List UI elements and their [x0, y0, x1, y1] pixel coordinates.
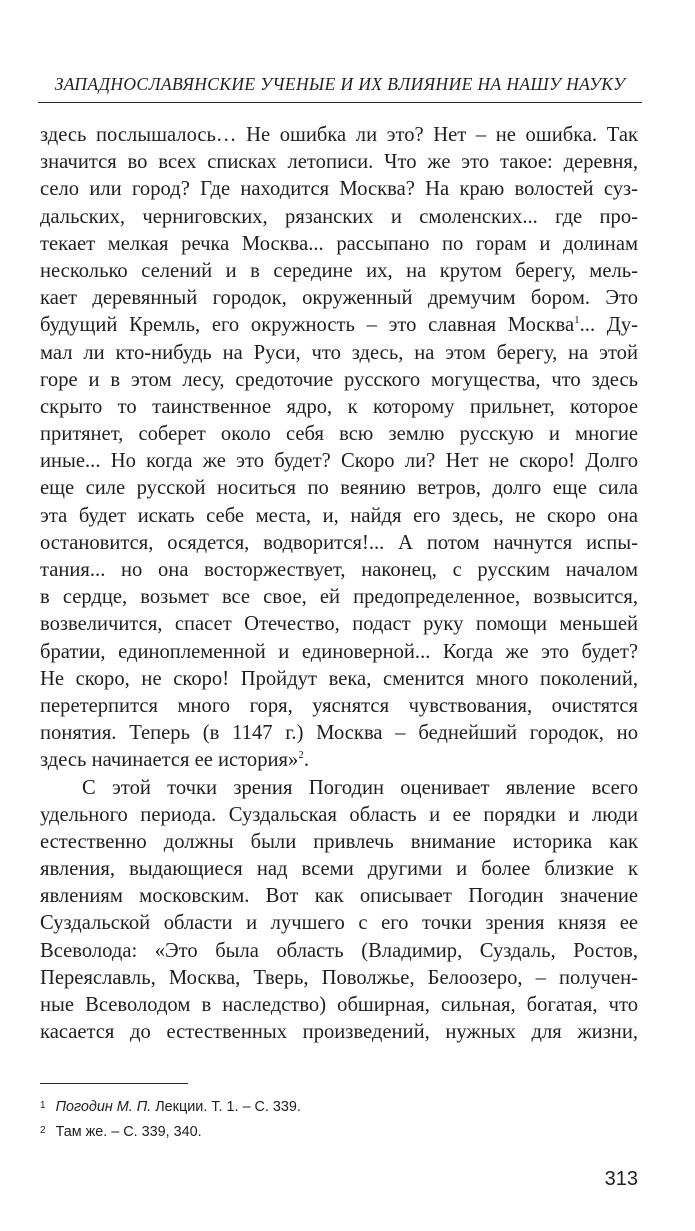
text-line: ные Всеволодом в наследство) обширная, сильная, богатая, что: [40, 994, 638, 1016]
text-line: горе и в этом лесу, средоточие русского могущества, что здесь: [40, 368, 638, 391]
header-rule: [38, 102, 642, 103]
text-line: Всеволода: «Это была область (Владимир, Суздаль, Ростов,: [40, 939, 638, 962]
text-line-with-footnote: [40, 747, 638, 774]
text-line: кает деревянный городок, окруженный дремучим бором. Это: [40, 287, 638, 310]
text-line: тания... но она восторжествует, наконец, с русским началом: [40, 559, 638, 581]
footnote-text: Лекции. Т. 1. – С. 339.: [151, 1099, 301, 1115]
text-line: в сердце, возьмет все свое, ей предопределенное, возвысится,: [40, 586, 638, 609]
text-line: понятия. Теперь (в 1147 г.) Москва – беднейший городок, но: [40, 722, 638, 745]
text-line: остановится, осядется, водворится!... А потом начнутся испы-: [40, 531, 638, 554]
text-line: здесь послышалось… Не ошибка ли это? Нет – не ошибка. Так: [40, 124, 638, 146]
text-line: притянет, соберет около себя всю землю русскую и многие: [40, 423, 638, 446]
text-line: село или город? Где находится Москва? На краю волостей суз-: [40, 178, 638, 201]
text-fragment: здесь начинается ее история»: [40, 749, 299, 772]
text-line: возвеличится, спасет Отечество, подаст руку помощи меньшей: [40, 613, 638, 636]
text-line: мал ли кто-нибудь на Руси, что здесь, на этом берегу, на этой: [40, 341, 638, 364]
running-title: ЗАПАДНОСЛАВЯНСКИЕ УЧЕНЫЕ И ИХ ВЛИЯНИЕ НА НАШУ НАУКУ: [54, 74, 626, 94]
text-line: иные... Но когда же это будет? Скоро ли? Нет не скоро! Долго: [40, 450, 638, 473]
text-line: явлениям московским. Вот как описывает Погодин значение: [40, 885, 638, 908]
text-line: несколько селений и в середине их, на крутом берегу, мель-: [40, 259, 638, 282]
footnote-2: [40, 1119, 638, 1144]
footnote-1: [40, 1094, 638, 1119]
main-text: [40, 122, 638, 1046]
text-line: текает мелкая речка Москва... рассыпано по горам и долинам: [40, 232, 638, 255]
text-line: касается до естественных произведений, нужных для жизни,: [40, 1021, 638, 1044]
text-line: естественно должны были привлечь внимание историка как: [40, 830, 638, 853]
text-line: Переяславль, Москва, Тверь, Поволжье, Белоозеро, – получен-: [40, 966, 638, 989]
text-line: братии, единоплеменной и единоверной... Когда же это будет?: [40, 640, 638, 663]
text-line: скрыто то таинственное ядро, к которому прильнет, которое: [40, 395, 638, 418]
footnote-author: Погодин М. П.: [55, 1099, 152, 1115]
text-fragment: будущий Кремль, его окружность – это славная Москва: [40, 314, 575, 337]
text-line: Суздальской области и лучшего с его точки зрения князя ее: [40, 912, 638, 935]
text-line: перетерпится много горя, уяснятся чувствования, очистятся: [40, 694, 638, 717]
text-line: удельного периода. Суздальская область и ее порядки и люди: [40, 803, 638, 826]
text-line: дальских, черниговских, рязанских и смоленских... где про-: [40, 205, 638, 228]
text-line: еще силе русской носиться по веянию ветров, долго еще сила: [40, 477, 638, 500]
footnote-number: 2: [40, 1125, 46, 1136]
footnote-text: Там же. – С. 339, 340.: [55, 1124, 202, 1140]
text-line: С этой точки зрения Погодин оценивает явление всего: [82, 776, 638, 799]
footnotes: [40, 1094, 638, 1144]
text-line: значится во всех списках летописи. Что же это такое: деревня,: [40, 151, 638, 174]
text-line: явления, выдающиеся над всеми другими и более близкие к: [40, 858, 638, 881]
text-fragment: .: [303, 749, 309, 772]
text-line: эта будет искать себе места, и, найдя его здесь, не скоро она: [40, 504, 638, 527]
page-number: 313: [604, 1168, 638, 1190]
text-fragment: ... Ду-: [579, 314, 639, 337]
footnote-number: 1: [40, 1100, 46, 1111]
footnote-ref-1: 1: [574, 314, 580, 327]
text-line: Не скоро, не скоро! Пройдут века, сменится много поколений,: [40, 667, 638, 690]
footnote-rule: [40, 1083, 188, 1084]
text-line-with-footnote: [40, 312, 638, 339]
footnote-ref-2: 2: [298, 749, 304, 762]
